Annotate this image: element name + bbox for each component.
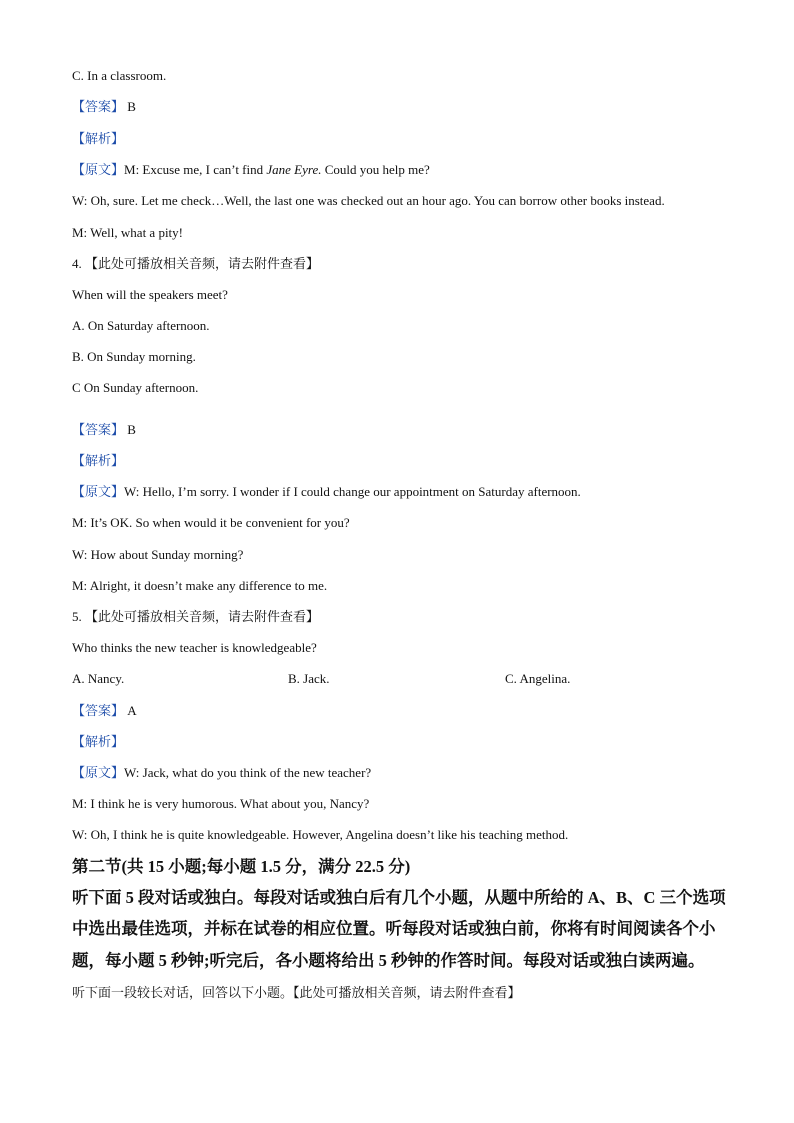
q4-transcript-line-3: W: How about Sunday morning? [72,547,244,562]
q3-transcript-line-2: W: Oh, sure. Let me check…Well, the last one was checked out an hour ago. You can borrow other books instead. [72,193,665,208]
q4-option-c: C On Sunday afternoon. [72,380,199,395]
q5-answer [72,703,137,719]
q5-option-c: C. Angelina. [505,671,571,686]
q5-header: 5. 【此处可播放相关音频，请去附件查看】 [72,609,320,624]
q3-transcript-line-1 [72,162,430,178]
q3-answer [72,99,136,115]
book-title: Jane Eyre. [266,162,322,177]
transcript-text: Could you help me? [321,162,430,177]
answer-tag: 【答案】 [72,99,125,114]
q5-analysis-tag: 【解析】 [72,734,125,749]
q3-option-c: C. In a classroom. [72,68,167,83]
section2-lead: 听下面一段较长对话，回答以下小题。【此处可播放相关音频，请去附件查看】 [72,985,521,1000]
transcript-tag: 【原文】 [72,162,125,177]
q4-transcript-line-4: M: Alright, it doesn’t make any difference to me. [72,578,328,593]
transcript-tag: 【原文】 [72,765,125,780]
answer-value: B [127,422,136,437]
q4-answer [72,422,136,438]
transcript-text: W: Jack, what do you think of the new teacher? [124,765,372,780]
q4-question: When will the speakers meet? [72,287,228,302]
q4-analysis-tag: 【解析】 [72,453,125,468]
q4-transcript-line-1 [72,484,581,500]
q5-option-a: A. Nancy. [72,671,125,686]
q5-question: Who thinks the new teacher is knowledgeable? [72,640,317,655]
q4-transcript-line-2: M: It’s OK. So when would it be convenient for you? [72,515,350,530]
answer-tag: 【答案】 [72,703,125,718]
transcript-tag: 【原文】 [72,484,125,499]
answer-tag: 【答案】 [72,422,125,437]
q5-transcript-line-3: W: Oh, I think he is quite knowledgeable. However, Angelina doesn’t like his teaching method. [72,827,569,842]
answer-value: B [127,99,136,114]
answer-value: A [127,703,137,718]
section2-instruction-2: 中选出最佳选项，并标在试卷的相应位置。听每段对话或独白前，你将有时间阅读各个小 [72,919,716,938]
transcript-text: M: Excuse me, I can’t find [124,162,267,177]
transcript-text: W: Hello, I’m sorry. I wonder if I could change our appointment on Saturday afternoon. [124,484,581,499]
q3-analysis-tag: 【解析】 [72,131,125,146]
q3-transcript-line-3: M: Well, what a pity! [72,225,184,240]
section2-instruction-3: 题，每小题 5 秒钟;听完后，各小题将给出 5 秒钟的作答时间。每段对话或独白读两遍。 [72,951,705,970]
q4-header: 4. 【此处可播放相关音频，请去附件查看】 [72,256,320,271]
q5-transcript-line-2: M: I think he is very humorous. What about you, Nancy? [72,796,370,811]
q5-transcript-line-1 [72,765,371,781]
q4-option-a: A. On Saturday afternoon. [72,318,210,333]
q4-option-b: B. On Sunday morning. [72,349,196,364]
section2-title: 第二节(共 15 小题;每小题 1.5 分，满分 22.5 分) [72,857,411,876]
q5-option-b: B. Jack. [288,671,330,686]
section2-instruction-1: 听下面 5 段对话或独白。每段对话或独白后有几个小题，从题中所给的 A、B、C 三个选项 [72,888,726,907]
